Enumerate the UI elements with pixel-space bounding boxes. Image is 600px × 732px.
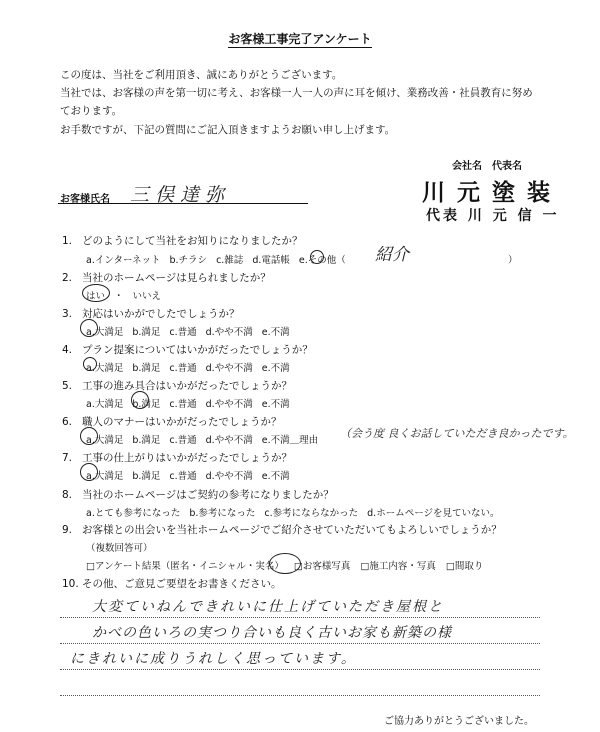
company-name-stamp: 川元塗装 [422, 179, 562, 206]
intro-line: お手数ですが、下記の質問にご記入頂きますようお願い申し上げます。 [60, 124, 396, 136]
intro-line: ております。 [60, 105, 123, 117]
question-7-options [86, 468, 299, 482]
option-c: c.普通 [169, 327, 197, 338]
page-title: お客様工事完了アンケート [228, 32, 372, 46]
option-d: d.やや不満 [205, 363, 253, 374]
question-3-options [86, 324, 299, 338]
option-a: a.大満足 [86, 435, 124, 446]
answer-circle [310, 250, 324, 264]
option-a: a.大満足 [86, 363, 124, 374]
answer-circle [80, 427, 98, 445]
question-2: 2. 当社のホームページは見られましたか？ [62, 272, 271, 284]
option-b: b.満足 [132, 471, 161, 482]
option-d: d.やや不満 [205, 435, 253, 446]
option-e: e.不満 [261, 363, 290, 374]
question-7: 7. 工事の仕上がりはいかがだったでしょうか？ [62, 452, 292, 464]
option-a: a.大満足 [86, 327, 124, 338]
option-b: b.参考になった [189, 508, 256, 519]
thank-you-note: ご協力ありがとうございました。 [384, 716, 534, 727]
answer-circle [131, 391, 149, 409]
answer-circle [80, 319, 98, 337]
option-e: e.不満 [261, 471, 290, 482]
question-6: 6. 職人のマナーはいかがだったでしょうか？ [62, 416, 282, 428]
option-a: a.大満足 [86, 471, 124, 482]
comment-handwritten-line: にきれいに成りうれしく思っています。 [70, 651, 357, 667]
option-no: いいえ [132, 291, 162, 302]
comment-rule [60, 617, 540, 618]
option-yes: はい [86, 291, 106, 302]
question-3: 3. 対応はいかがでしたでしょうか？ [62, 308, 240, 320]
checkbox-work-photo: □施工内容・写真 [360, 561, 436, 572]
option-separator: ・ [114, 291, 124, 302]
option-e: e.不満 [261, 327, 290, 338]
question-5-options [86, 396, 299, 410]
option-d: d.やや不満 [205, 399, 253, 410]
option-e: e.その他（ [298, 255, 346, 266]
option-c: c.雑誌 [216, 255, 244, 266]
option-a: a.インターネット [86, 255, 161, 266]
option-real-name: 実名 [255, 561, 275, 572]
question-9-note: （複数回答可） [86, 543, 153, 554]
option-b: b.満足 [132, 399, 161, 410]
customer-name-underline [58, 203, 308, 204]
checkbox-survey-result: □アンケート結果（匿名・イニシャル・ [86, 561, 256, 572]
option-c: c.普通 [169, 363, 197, 374]
question-8-options [86, 505, 509, 519]
company-labels: 会社名 代表名 [452, 161, 522, 172]
intro-line: この度は、当社をご利用頂き、誠にありがとうございます。 [60, 69, 343, 81]
question-6-handwritten-reason: （会う度 良くお話していただき良かったです。 [340, 427, 574, 440]
answer-circle [80, 463, 98, 481]
option-d: d.電話帳 [252, 255, 290, 266]
option-e-reason: e.不満＿理由 [261, 435, 319, 446]
question-4: 4. プラン提案についてはいかがだったでしょうか？ [62, 344, 313, 356]
comment-rule [60, 695, 540, 696]
answer-circle [269, 553, 301, 574]
option-b: b.チラシ [169, 255, 208, 266]
comment-handwritten-line: かべの色いろの実つり合いも良く古いお家も新築の様 [92, 625, 452, 641]
comment-rule [60, 669, 540, 670]
option-a: a.とても参考になった [86, 508, 181, 519]
option-b: b.満足 [132, 363, 161, 374]
checkbox-floor-plan: □間取り [445, 561, 484, 572]
question-8: 8. 当社のホームページはご契約の参考になりましたか？ [62, 489, 334, 501]
question-1-close-paren: ） [508, 255, 518, 266]
option-c: c.普通 [169, 435, 197, 446]
option-c: c.普通 [169, 471, 197, 482]
option-b: b.満足 [132, 327, 161, 338]
question-1-handwritten: 紹介 [375, 245, 409, 265]
company-representative: 代表 川 元 信 一 [426, 208, 560, 224]
customer-name-handwritten: 三俣達弥 [130, 184, 231, 206]
option-b: b.満足 [132, 435, 161, 446]
question-9: 9. お客様との出会いを当社ホームページでご紹介させていただいてもよろしいでしょうか？ [62, 524, 502, 536]
customer-name-label: お客様氏名 [60, 194, 110, 205]
question-1: 1. どのようにして当社をお知りになりましたか？ [62, 235, 303, 247]
question-10: 10. その他、ご意見ご要望をお書きください。 [62, 578, 282, 590]
answer-circle [83, 357, 97, 371]
question-5: 5. 工事の進み具合はいかがだったでしょうか？ [62, 380, 292, 392]
close-paren: ） [274, 561, 284, 572]
checkbox-customer-photo: □お客様写真 [293, 561, 351, 572]
answer-circle [82, 284, 110, 302]
option-a: a.大満足 [86, 399, 124, 410]
comment-handwritten-line: 大変ていねんできれいに仕上げていただき屋根と [92, 599, 444, 615]
option-d: d.ホームページを見ていない。 [367, 508, 500, 519]
option-d: d.やや不満 [205, 327, 253, 338]
intro-line: 当社では、お客様の声を第一切に考え、お客様一人一人の声に耳を傾け、業務改善・社員教育に努め [60, 87, 533, 99]
question-6-options [86, 432, 327, 446]
question-4-options [86, 360, 299, 374]
comment-rule [60, 643, 540, 644]
option-c: c.参考にならなかった [264, 508, 359, 519]
option-e: e.不満 [261, 399, 290, 410]
option-c: c.普通 [169, 399, 197, 410]
option-d: d.やや不満 [205, 471, 253, 482]
